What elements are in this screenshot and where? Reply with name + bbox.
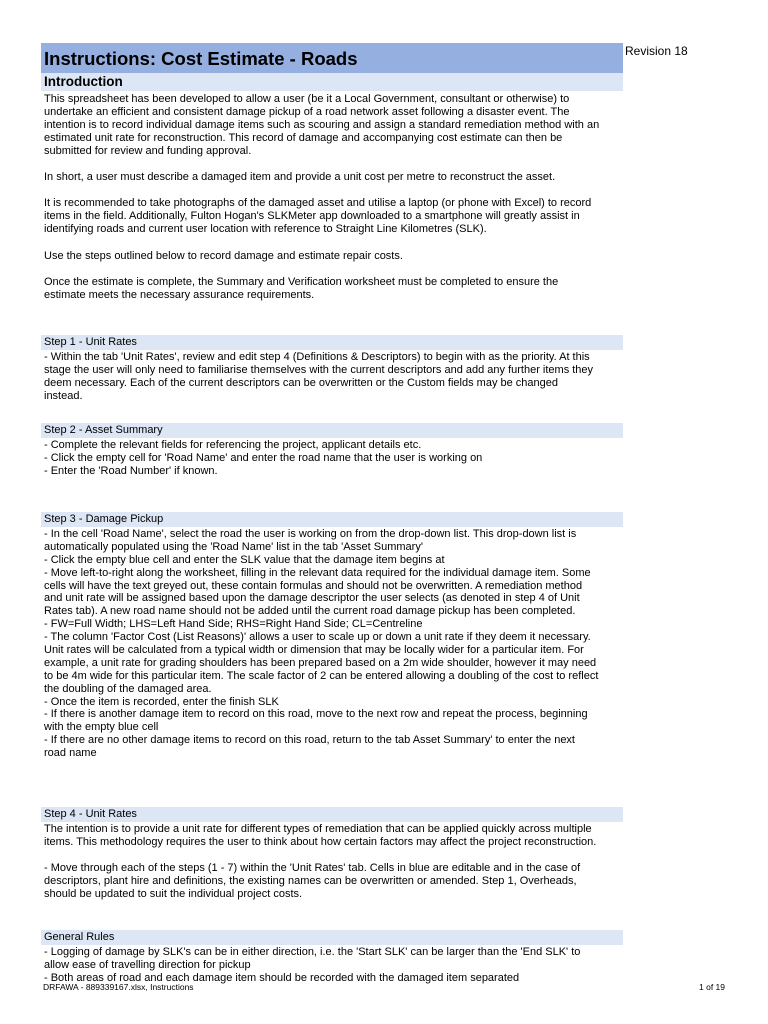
text-line: - Both areas of road and each damage item should be recorded with the damaged item separated [44, 971, 520, 984]
text-line: to be 4m wide for this particular item. The scale factor of 2 can be entered allowing a doubling of the cost to reflect [44, 669, 599, 682]
step2-body [44, 439, 626, 478]
text-line: - If there is another damage item to record on this road, move to the next row and repeat the process, beginning [44, 708, 588, 721]
step4-paragraph-2 [44, 862, 626, 901]
footer-page-number: 1 of 19 [699, 982, 725, 992]
intro-paragraph-1 [44, 93, 626, 157]
step4-paragraph-1 [44, 823, 626, 849]
text-line: deem necessary. Each of the current descriptors can be overwritten or the Custom fields may be changed [44, 376, 558, 389]
introduction-heading: Introduction [41, 73, 623, 91]
intro-paragraph-2 [44, 171, 626, 184]
text-line: submitted for review and funding approval. [44, 144, 252, 157]
text-line: undertake an efficient and consistent damage pickup of a road network asset following a disaster event. The [44, 105, 570, 118]
text-line: - Click the empty cell for 'Road Name' and enter the road name that the user is working on [44, 451, 483, 464]
text-line: - FW=Full Width; LHS=Left Hand Side; RHS=Right Hand Side; CL=Centreline [44, 618, 423, 631]
text-line: estimated unit rate for reconstruction. This record of damage and accompanying cost estimate can then be [44, 131, 563, 144]
intro-paragraph-5 [44, 276, 626, 302]
footer-file-name: DRFAWA - 889339167.xlsx, Instructions [43, 982, 194, 992]
general-rules-heading: General Rules [41, 930, 623, 945]
step1-heading: Step 1 - Unit Rates [41, 335, 623, 350]
text-line: should be updated to suit the individual project costs. [44, 887, 303, 900]
text-line: This spreadsheet has been developed to allow a user (be it a Local Government, consultant or otherwise) to [44, 93, 570, 105]
text-line: and unit rate will be assigned based upon the damage descriptor the user selects (as denoted in step 4 of Unit [44, 592, 580, 605]
text-line: The intention is to provide a unit rate for different types of remediation that can be applied quickly across multiple [44, 823, 592, 835]
general-rules-body [44, 946, 626, 985]
step1-body [44, 351, 626, 403]
text-line: Once the estimate is complete, the Summary and Verification worksheet must be completed to ensure the [44, 276, 559, 288]
text-line: the doubling of the damaged area. [44, 682, 212, 695]
text-line: stage the user will only need to familiarise themselves with the current descriptors and add any further items they [44, 363, 594, 376]
text-line: It is recommended to take photographs of the damaged asset and utilise a laptop (or phone with Excel) to record [44, 197, 592, 209]
text-line: - Logging of damage by SLK's can be in either direction, i.e. the 'Start SLK' can be larger than the 'End SLK' to [44, 946, 581, 958]
text-line: items. This methodology requires the user to think about how certain factors may affect the project reconstruction. [44, 835, 597, 848]
text-line: estimate meets the necessary assurance requirements. [44, 288, 315, 301]
page-title: Instructions: Cost Estimate - Roads [41, 43, 623, 73]
text-line: automatically populated using the 'Road Name' list in the tab 'Asset Summary' [44, 540, 423, 553]
text-line: intention is to record individual damage items such as scouring and assign a standard remediation method with an [44, 118, 600, 131]
text-line: cells will have the text greyed out, these contain formulas and should not be overwritten. A remediation method [44, 579, 583, 592]
text-line: - The column 'Factor Cost (List Reasons)' allows a user to scale up or down a unit rate if they deem it necessary. [44, 631, 591, 644]
text-line: identifying roads and current user location with reference to Straight Line Kilometres (SLK). [44, 222, 487, 235]
step4-heading: Step 4 - Unit Rates [41, 807, 623, 822]
text-line: - Within the tab 'Unit Rates', review and edit step 4 (Definitions & Descriptors) to begin with as the priority. At this [44, 351, 590, 363]
intro-paragraph-4 [44, 250, 626, 263]
text-line: - Complete the relevant fields for referencing the project, applicant details etc. [44, 439, 422, 451]
text-line: - Click the empty blue cell and enter the SLK value that the damage item begins at [44, 553, 445, 566]
text-line: example, a unit rate for grading shoulders has been prepared based on a 2m wide shoulder, however it may need [44, 656, 597, 669]
step3-heading: Step 3 - Damage Pickup [41, 512, 623, 527]
text-line: road name [44, 747, 97, 760]
text-line: Use the steps outlined below to record damage and estimate repair costs. [44, 250, 403, 262]
text-line: - Enter the 'Road Number' if known. [44, 464, 218, 477]
text-line: Rates tab). A new road name should not be added until the current road damage pickup has been completed. [44, 605, 576, 618]
text-line: - Move left-to-right along the worksheet, filling in the relevant data required for the individual damage item. Some [44, 566, 591, 579]
step3-body [44, 528, 626, 760]
text-line: Unit rates will be calculated from a typical width or dimension that may be locally wider for a particular item. For [44, 644, 584, 657]
text-line: - If there are no other damage items to record on this road, return to the tab Asset Summary' to enter the next [44, 734, 575, 747]
step2-heading: Step 2 - Asset Summary [41, 423, 623, 438]
text-line: with the empty blue cell [44, 721, 159, 734]
intro-paragraph-3 [44, 197, 626, 236]
text-line: items in the field. Additionally, Fulton Hogan's SLKMeter app downloaded to a smartphone will greatly assist in [44, 209, 580, 222]
text-line: - Once the item is recorded, enter the finish SLK [44, 695, 279, 708]
text-line: allow ease of travelling direction for pickup [44, 958, 251, 971]
text-line: instead. [44, 389, 83, 402]
text-line: descriptors, plant hire and definitions, the existing names can be overwritten or amended. Step 1, Overheads, [44, 874, 577, 887]
revision-label: Revision 18 [625, 44, 688, 58]
text-line: - In the cell 'Road Name', select the road the user is working on from the drop-down list. This drop-down list is [44, 528, 577, 540]
text-line: In short, a user must describe a damaged item and provide a unit cost per metre to reconstruct the asset. [44, 171, 556, 183]
text-line: - Move through each of the steps (1 - 7) within the 'Unit Rates' tab. Cells in blue are editable and in the case of [44, 862, 581, 874]
